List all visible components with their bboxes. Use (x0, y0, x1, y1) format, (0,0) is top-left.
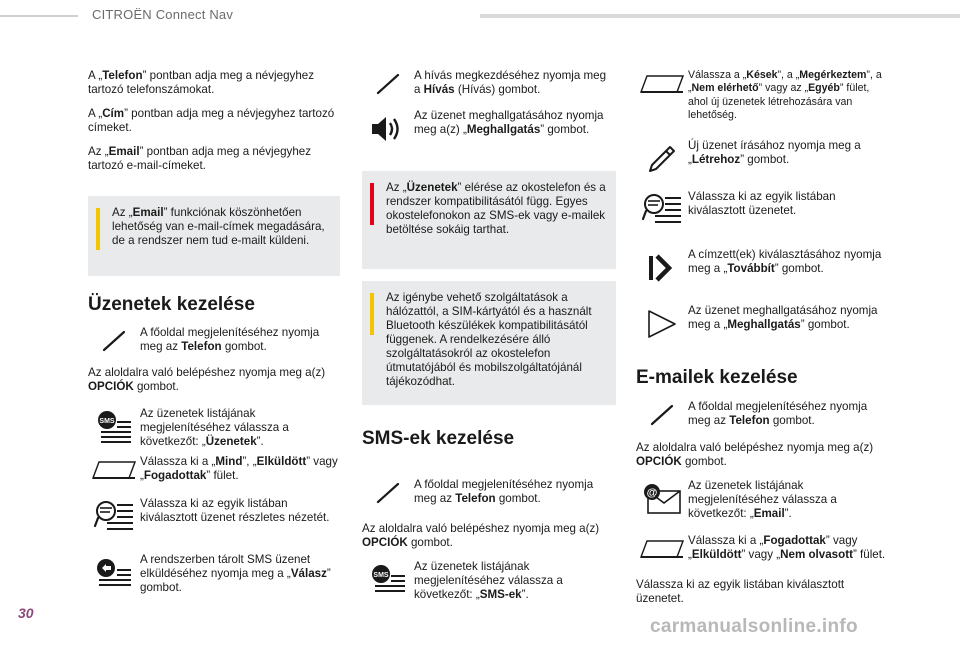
play-icon (636, 304, 688, 344)
paragraph-email-select: Válassza ki az egyik listában kiválasztott üzenetet. (636, 578, 845, 605)
header-rule-right (480, 14, 960, 18)
step-email-list: @ Az üzenetek listájának megjelenítéséhez válassza a következőt: „Email”. (636, 479, 890, 521)
header-rule-left (0, 15, 78, 17)
tab-icon (636, 534, 688, 564)
detail-view-icon (88, 497, 140, 537)
step-email-main-page: A főoldal megjelenítéséhez nyomja meg az Telefon gombot. (636, 400, 890, 430)
step-forward: A címzett(ek) kiválasztásához nyomja meg a „Továbbít” gombot. (636, 248, 890, 288)
step-reply: A rendszerben tárolt SMS üzenet elküldéséhez nyomja meg a „Válasz” gombot. (88, 553, 340, 595)
paragraph-options: Az aloldalra való belépéshez nyomja meg a(z) OPCIÓK gombot. (88, 366, 326, 393)
step-select-message: Válassza ki az egyik listában kiválasztott üzenetet. (636, 190, 890, 230)
sms-list-icon (88, 407, 140, 447)
press-button-icon (362, 69, 414, 99)
email-envelope-icon (636, 479, 688, 519)
paragraph-email: Az „Email” pontban adja meg a névjegyhez tartozó e-mail-címeket. (88, 145, 312, 172)
step-create: Új üzenet írásához nyomja meg a „Létrehoz” gombot. (636, 139, 890, 179)
info-note-services: Az igénybe vehető szolgáltatások a hálózattól, a SIM-kártyától és a használt Bluetooth készülékek kompatibilitásától függenek. A rendelkezésére álló szolgáltatásokról az okostelefon útmutatójából és mobilszolgáltatójánál tájékozódhat. (362, 281, 616, 405)
paragraph-sms-options: Az aloldalra való belépéshez nyomja meg a(z) OPCIÓK gombot. (362, 522, 600, 549)
section-heading-emails: E-mailek kezelése (636, 367, 798, 388)
section-heading-sms: SMS-ek kezelése (362, 428, 515, 449)
reply-list-icon (88, 553, 140, 593)
svg-text:@: @ (646, 487, 658, 499)
forward-icon (636, 248, 688, 288)
warning-note-messages: Az „Üzenetek” elérése az okostelefon és a rendszer kompatibilitásától függ. Egyes okostelefonokon az SMS-ek vagy e-mailek betöltése sokáig tarthat. (362, 171, 616, 269)
watermark: carmanualsonline.info (650, 616, 858, 637)
section-heading-messages: Üzenetek kezelése (88, 294, 255, 315)
page-number: 30 (18, 605, 34, 621)
paragraph-cim: A „Cím” pontban adja meg a névjegyhez tartozó címeket. (88, 107, 335, 134)
info-marker-icon (96, 208, 100, 250)
press-button-icon (636, 400, 688, 430)
press-button-icon (88, 326, 140, 356)
svg-text:SMS: SMS (99, 418, 115, 425)
warning-marker-icon (370, 183, 374, 225)
sms-list-icon (362, 560, 414, 600)
tab-icon (636, 69, 688, 99)
step-listen: Az üzenet meghallgatásához nyomja meg a(z) „Meghallgatás” gombot. (362, 109, 614, 149)
tab-icon (88, 455, 140, 485)
step-select-tab: Válassza ki a „Mind”, „Elküldött” vagy „Fogadottak” fület. (88, 455, 340, 485)
paragraph-telefon: A „Telefon” pontban adja meg a névjegyhez tartozó telefonszámokat. (88, 69, 315, 96)
press-button-icon (362, 478, 414, 508)
info-marker-icon (370, 293, 374, 335)
detail-view-icon (636, 190, 688, 230)
step-email-tabs: Válassza ki a „Fogadottak” vagy „Elküldött” vagy „Nem olvasott” fület. (636, 534, 890, 564)
paragraph-email-options: Az aloldalra való belépéshez nyomja meg a(z) OPCIÓK gombot. (636, 441, 874, 468)
info-note-email: Az „Email” funkciónak köszönhetően lehetőség van e-mail-címek megadására, de a rendszer nem tud e-mailt küldeni. (88, 196, 340, 276)
speaker-icon (362, 109, 414, 149)
step-message-detail: Válassza ki az egyik listában kiválasztott üzenet részletes nézetét. (88, 497, 340, 537)
header-title: CITROËN Connect Nav (92, 7, 234, 22)
svg-text:SMS: SMS (373, 572, 389, 579)
step-quick-tabs: Válassza a „Kések”, a „Megérkeztem”, a „Nem elérhető” vagy az „Egyéb” fület, ahol új üzenetek létrehozására van lehetőség. (636, 69, 890, 123)
step-call: A hívás megkezdéséhez nyomja meg a Hívás (Hívás) gombot. (362, 69, 614, 99)
step-sms-list: SMS Az üzenetek listájának megjelenítéséhez válassza a következőt: „SMS-ek”. (362, 560, 614, 602)
step-messages-list: SMS Az üzenetek listájának megjelenítéséhez válassza a következőt: „Üzenetek”. (88, 407, 340, 449)
step-email-listen: Az üzenet meghallgatásához nyomja meg a „Meghallgatás” gombot. (636, 304, 890, 344)
step-main-page: A főoldal megjelenítéséhez nyomja meg az Telefon gombot. (88, 326, 340, 356)
step-sms-main-page: A főoldal megjelenítéséhez nyomja meg az Telefon gombot. (362, 478, 614, 508)
pencil-icon (636, 139, 688, 179)
